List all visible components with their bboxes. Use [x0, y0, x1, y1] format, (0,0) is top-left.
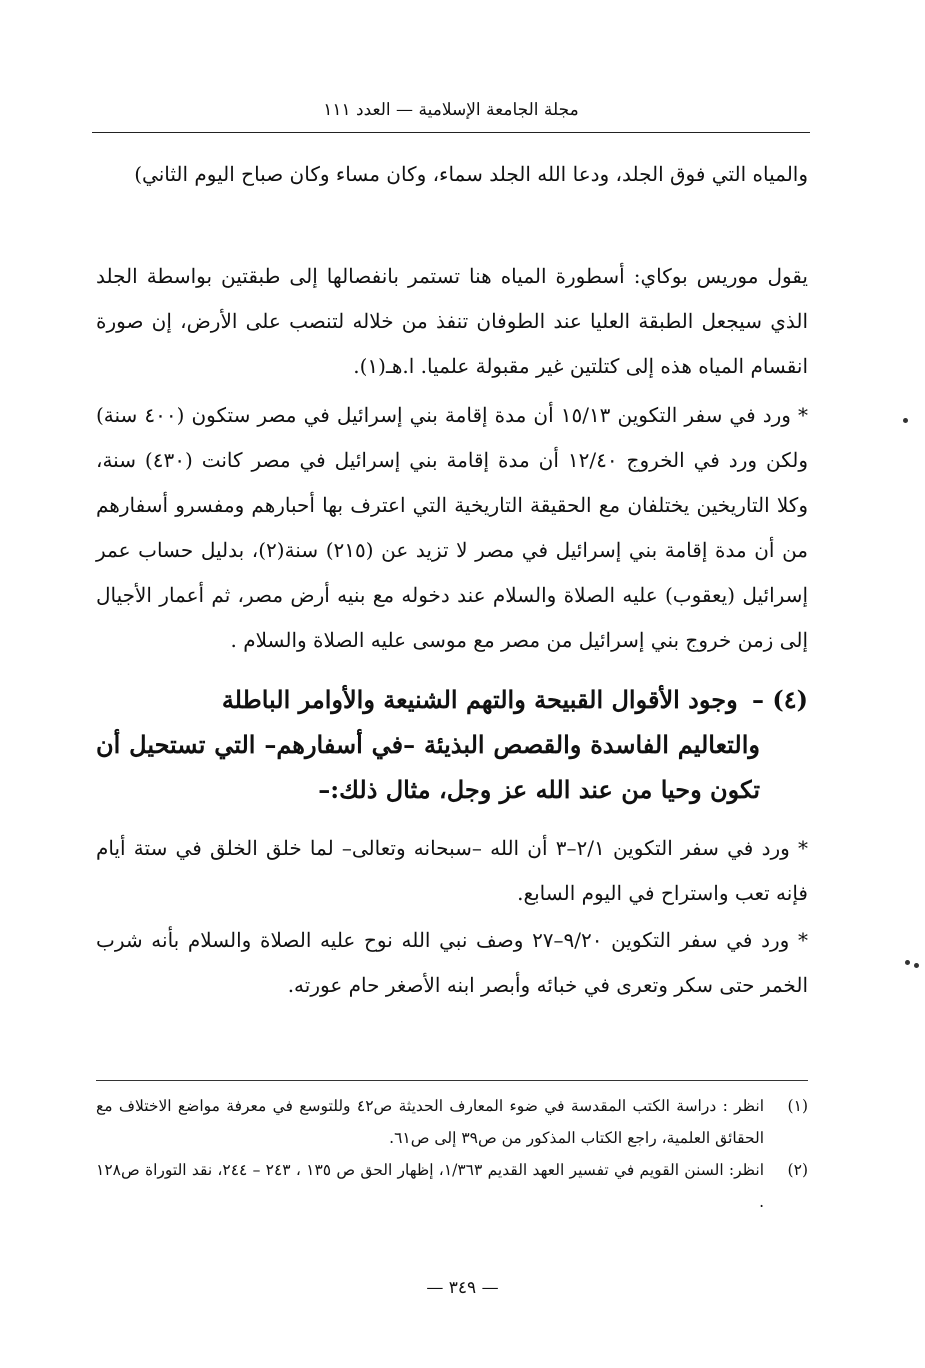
footnote-number: (٢)	[787, 1161, 808, 1179]
page-number: — ٣٤٩ —	[426, 1278, 499, 1298]
footnote-2	[96, 1154, 808, 1218]
section-heading-continuation: والتعاليم الفاسدة والقصص البذيئة –في أسفارهم– التي تستحيل أن تكون وحيا من عند الله عز وجل، مثال ذلك:–	[96, 730, 760, 804]
footnote-number: (١)	[787, 1097, 808, 1115]
footnote-text: انظر: السنن القويم في تفسير العهد القديم ١/٣٦٣، إظهار الحق ص ١٣٥ ، ٢٤٣ – ٢٤٤، نقد التوراة ص١٢٨ .	[96, 1161, 764, 1211]
paragraph-1: والمياه التي فوق الجلد، ودعا الله الجلد سماء، وكان مساء وكان صباح اليوم الثاني)	[134, 162, 808, 186]
section-number: (٤) –	[752, 685, 808, 714]
footnote-rule	[96, 1080, 808, 1081]
paragraph-2: يقول موريس بوكاي: أسطورة المياه هنا تستمر بانفصالها إلى طبقتين بواسطة الجلد الذي سيجعل الطبقة العليا عند الطوفان تنفذ من خلاله لتنصب على الأرض، إن صورة انقسام المياه هذه إلى كتلتين غير مقبولة علميا. ا.هـ(١).	[96, 264, 808, 378]
paragraph-3: * ورد في سفر التكوين ١٥/١٣ أن مدة إقامة بني إسرائيل في مصر ستكون (٤٠٠ سنة) ولكن ورد في الخروج ١٢/٤٠ أن مدة إقامة بني إسرائيل في مصر كانت (٤٣٠) سنة، وكلا التاريخين يختلفان مع الحقيقة التاريخية التي اعترف بها أحبارهم ومفسرو أسفارهم من أن مدة إقامة بني إسرائيل في مصر لا تزيد عن (٢١٥) سنة(٢)، بدليل حساب عمر إسرائيل (يعقوب) عليه الصلاة والسلام عند دخوله مع بنيه أرض مصر، ثم أعمار الأجيال إلى زمن خروج بني إسرائيل من مصر مع موسى عليه الصلاة والسلام .	[96, 403, 809, 652]
header-rule	[92, 132, 810, 133]
scan-speck	[905, 960, 910, 965]
running-header: مجلة الجامعة الإسلامية — العدد ١١١	[323, 100, 579, 120]
footnote-text: انظر : دراسة الكتب المقدسة في ضوء المعارف الحديثة ص٤٢ وللتوسع في معرفة مواضع الاختلاف مع الحقائق العلمية، راجع الكتاب المذكور من ص٣٩ إلى ص٦١.	[96, 1097, 764, 1147]
scan-speck	[903, 418, 908, 423]
section-heading-line1: وجود الأقوال القبيحة والتهم الشنيعة والأوامر الباطلة	[221, 685, 738, 714]
scan-speck	[914, 963, 919, 968]
paragraph-5: * ورد في سفر التكوين ٩/٢٠–٢٧ وصف نبي الله نوح عليه الصلاة والسلام بأنه شرب الخمر حتى سكر وتعرى في خبائه وأبصر ابنه الأصغر حام عورته.	[96, 928, 808, 997]
main-text	[96, 152, 808, 1008]
footnotes	[96, 1090, 808, 1218]
footnote-1	[96, 1090, 808, 1154]
paragraph-4: * ورد في سفر التكوين ٢/١–٣ أن الله –سبحانه وتعالى– لما خلق الخلق في ستة أيام فإنه تعب واستراح في اليوم السابع.	[96, 836, 809, 905]
section-heading	[96, 677, 808, 812]
